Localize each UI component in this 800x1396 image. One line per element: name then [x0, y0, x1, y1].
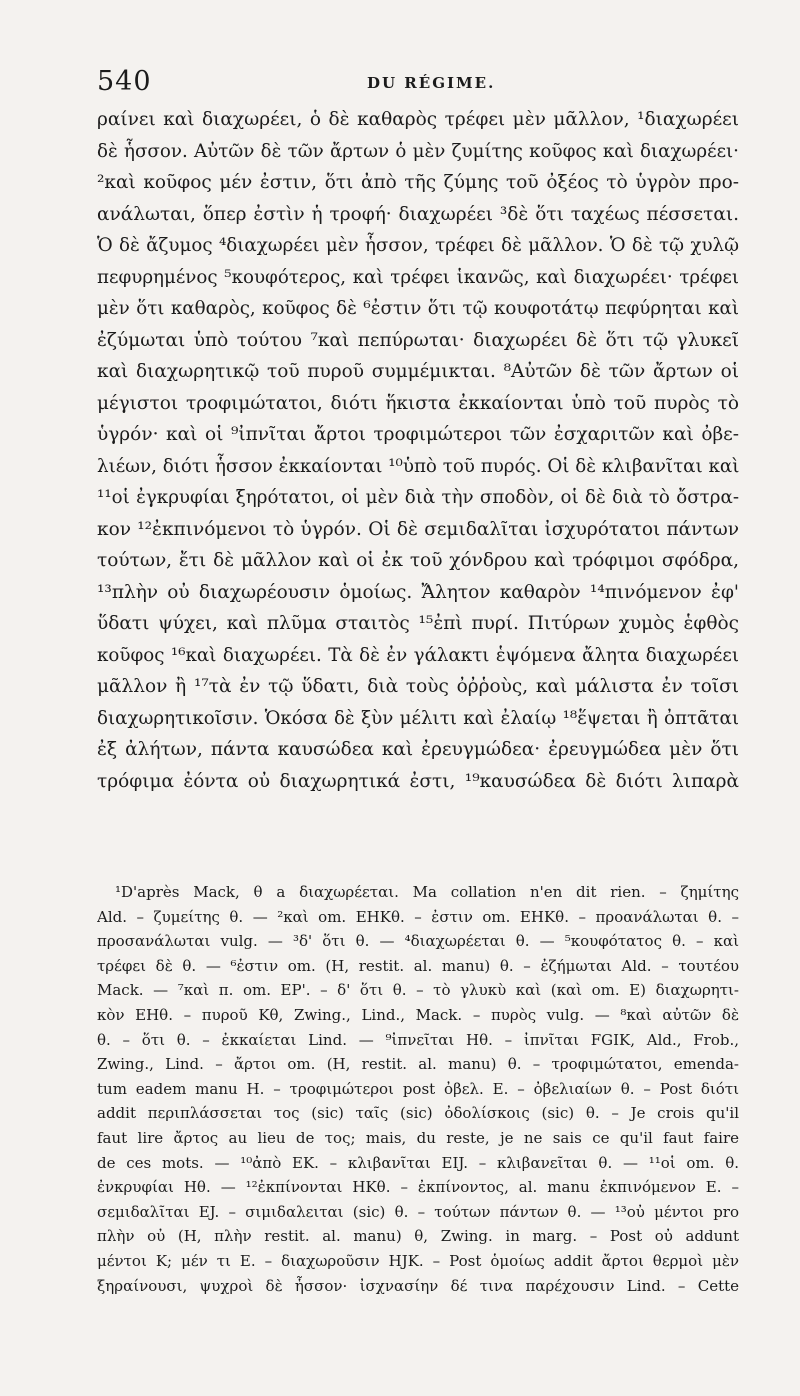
- footnote-line: τρέφει δὲ θ. — ⁶ἐστιν om. (H, restit. al. manu) θ. – ἐζήμωται Ald. – τουτέου: [97, 956, 739, 975]
- footnote-line: addit περιπλάσσεται τος (sic) ταῖς (sic) ὀδολίσκοις (sic) θ. – Je crois qu'il: [97, 1104, 739, 1123]
- text-line: ραίνει καὶ διαχωρέει, ὁ δὲ καθαρὸς τρέφει μὲν μᾶλλον, ¹διαχωρέει: [97, 109, 739, 130]
- footnote-line: μέντοι K; μέν τι E. – διαχωροῦσιν HJK. – Post ὁμοίως addit ἄρτοι θερμοὶ μὲν: [97, 1251, 739, 1270]
- footnote-line: Zwing., Lind. – ἄρτοι om. (H, restit. al. manu) θ. – τροφιμώτατοι, emenda-: [97, 1055, 739, 1074]
- footnote-line: θ. – ὅτι θ. – ἐκκαίεται Lind. — ⁹ἰπνεῖται Hθ. – ἰπνῖται FGIK, Ald., Frob.,: [97, 1030, 739, 1049]
- footnote-line: κὸν EHθ. – πυροῦ Kθ, Zwing., Lind., Mack. – πυρὸς vulg. — ⁸καὶ αὐτῶν δὲ: [97, 1005, 739, 1024]
- text-line: μᾶλλον ἢ ¹⁷τὰ ἐν τῷ ὕδατι, διὰ τοὺς ὀῤῥοὺς, καὶ μάλιστα ἐν τοῖσι: [97, 676, 739, 697]
- text-line: λιέων, διότι ἧσσον ἐκκαίονται ¹⁰ὑπὸ τοῦ πυρός. Οἱ δὲ κλιβανῖται καὶ: [97, 455, 739, 477]
- text-line: μέγιστοι τροφιμώτατοι, διότι ἥκιστα ἐκκαίονται ὑπὸ τοῦ πυρὸς τὸ: [97, 392, 739, 414]
- text-line: διαχωρητικοῖσιν. Ὁκόσα δὲ ξὺν μέλιτι καὶ ἐλαίῳ ¹⁸ἕψεται ἢ ὀπτᾶται: [97, 707, 739, 729]
- footnote-line: Ald. – ζυμείτης θ. — ²καὶ om. EHKθ. – ἐστιν om. EHKθ. – προανάλωται θ. –: [97, 907, 739, 926]
- text-line: ¹³πλὴν οὐ διαχωρέουσιν ὁμοίως. Ἄλητον καθαρὸν ¹⁴πινόμενον ἐφ': [97, 581, 739, 603]
- text-line: ανάλωται, ὅπερ ἐστὶν ἡ τροφή· διαχωρέει ³δὲ ὅτι ταχέως πέσσεται.: [97, 203, 739, 225]
- text-line: ¹¹οἱ ἐγκρυφίαι ξηρότατοι, οἱ μὲν διὰ τὴν σποδὸν, οἱ δὲ διὰ τὸ ὄστρα-: [97, 487, 739, 508]
- text-line: Ὁ δὲ ἄζυμος ⁴διαχωρέει μὲν ἧσσον, τρέφει δὲ μᾶλλον. Ὁ δὲ τῷ χυλῷ: [97, 235, 739, 256]
- footnotes: [97, 880, 739, 1298]
- footnote-line: ξηραίνουσι, ψυχροὶ δὲ ἧσσον· ἰσχνασίην δέ τινα παρέχουσιν Lind. – Cette: [97, 1276, 739, 1295]
- text-line: ²καὶ κοῦφος μέν ἐστιν, ὅτι ἀπὸ τῆς ζύμης τοῦ ὀξέος τὸ ὑγρὸν προ-: [97, 172, 739, 193]
- text-line: πεφυρημένος ⁵κουφότερος, καὶ τρέφει ἱκανῶς, καὶ διαχωρέει· τρέφει: [97, 266, 739, 288]
- text-line: καὶ διαχωρητικῷ τοῦ πυροῦ συμμέμικται. ⁸Αὐτῶν δὲ τῶν ἄρτων οἱ: [97, 361, 739, 382]
- text-line: κοῦφος ¹⁶καὶ διαχωρέει. Τὰ δὲ ἐν γάλακτι ἑψόμενα ἄλητα διαχωρέει: [97, 644, 739, 666]
- text-line: τρόφιμα ἐόντα οὐ διαχωρητικά ἐστι, ¹⁹καυσώδεα δὲ διότι λιπαρὰ: [97, 770, 739, 792]
- footnote-line: tum eadem manu H. – τροφιμώτεροι post ὀβελ. E. – ὀβελιαίων θ. – Post διότι: [97, 1079, 739, 1098]
- running-title: DU RÉGIME.: [367, 74, 496, 92]
- footnote-line: de ces mots. — ¹⁰ἀπὸ EK. – κλιβανῖται EIJ. – κλιβανεῖται θ. — ¹¹οἱ om. θ.: [97, 1153, 739, 1172]
- text-line: ἐζύμωται ὑπὸ τούτου ⁷καὶ πεπύρωται· διαχωρέει δὲ ὅτι τῷ γλυκεῖ: [97, 329, 739, 351]
- footnote-line: ἐνκρυφίαι Hθ. — ¹²ἐκπίνονται HKθ. – ἐκπίνοντος, al. manu ἐκπινόμενον E. –: [97, 1178, 739, 1197]
- text-line: κον ¹²ἐκπινόμενοι τὸ ὑγρόν. Οἱ δὲ σεμιδαλῖται ἰσχυρότατοι πάντων: [97, 518, 739, 540]
- main-text: [97, 104, 739, 797]
- page-number: 540: [97, 66, 152, 97]
- footnote-line: faut lire ἄρτος au lieu de τος; mais, du reste, je ne sais ce qu'il faut faire: [97, 1128, 739, 1147]
- footnote-line: πλὴν οὐ (H, πλὴν restit. al. manu) θ, Zwing. in marg. – Post οὐ addunt: [97, 1227, 739, 1246]
- footnote-line: σεμιδαλῖται EJ. – σιμιδαλειται (sic) θ. – τούτων πάντων θ. — ¹³οὐ μέντοι pro: [97, 1202, 739, 1221]
- text-line: ὕδατι ψύχει, καὶ πλῦμα σταιτὸς ¹⁵ἐπὶ πυρί. Πιτύρων χυμὸς ἑφθὸς: [97, 613, 739, 634]
- text-line: ἐξ ἀλήτων, πάντα καυσώδεα καὶ ἐρευγμώδεα· ἐρευγμώδεα μὲν ὅτι: [97, 739, 739, 760]
- footnote-line: ¹D'après Mack, θ a διαχωρέεται. Ma collation n'en dit rien. – ζημίτης: [115, 883, 739, 901]
- footnote-line: Mack. — ⁷καὶ π. om. EP'. – δ' ὅτι θ. – τὸ γλυκὺ καὶ (καὶ om. E) διαχωρητι-: [97, 981, 739, 1000]
- text-line: ὑγρόν· καὶ οἱ ⁹ἰπνῖται ἄρτοι τροφιμώτεροι τῶν ἐσχαριτῶν καὶ ὀβε-: [97, 424, 739, 445]
- page-header: [97, 66, 737, 100]
- text-line: μὲν ὅτι καθαρὸς, κοῦφος δὲ ⁶ἐστιν ὅτι τῷ κουφοτάτῳ πεφύρηται καὶ: [97, 298, 739, 319]
- footnote-line: προσανάλωται vulg. — ³δ' ὅτι θ. — ⁴διαχωρέεται θ. — ⁵κουφότατος θ. – καὶ: [97, 932, 739, 951]
- text-line: δὲ ἧσσον. Αὐτῶν δὲ τῶν ἄρτων ὁ μὲν ζυμίτης κοῦφος καὶ διαχωρέει·: [97, 140, 739, 162]
- text-line: τούτων, ἔτι δὲ μᾶλλον καὶ οἱ ἐκ τοῦ χόνδρου καὶ τρόφιμοι σφόδρα,: [97, 550, 739, 571]
